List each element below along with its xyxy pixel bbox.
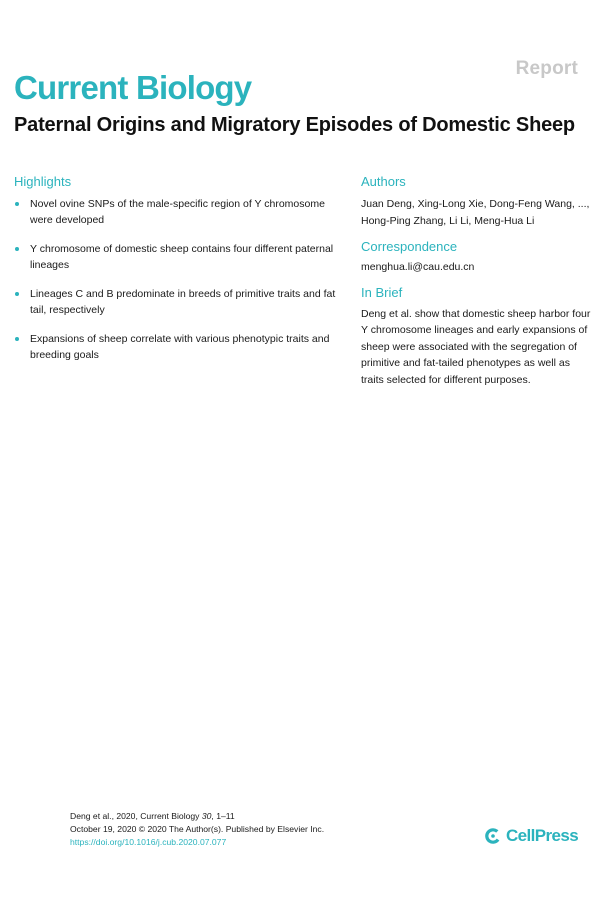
cellpress-logo	[484, 826, 578, 846]
citation-pages: , 1–11	[211, 811, 235, 821]
highlight-text: Novel ovine SNPs of the male-specific region of Y chromosome were developed	[30, 198, 325, 226]
highlights-list	[14, 196, 344, 363]
highlight-text: Expansions of sheep correlate with various phenotypic traits and breeding goals	[30, 333, 330, 361]
correspondence-block	[361, 239, 591, 275]
highlight-item	[14, 196, 344, 228]
publication-date: October 19, 2020 © 2020 The Author(s). Published by Elsevier Inc.	[70, 824, 325, 834]
bullet-icon	[15, 337, 19, 341]
journal-title: Current Biology	[14, 69, 252, 106]
citation-footer	[70, 810, 430, 849]
highlight-text: Lineages C and B predominate in breeds of primitive traits and fat tail, respectively	[30, 288, 336, 316]
authors-block	[361, 174, 591, 229]
cellpress-wordmark: CellPress	[506, 826, 579, 845]
summary-sidebar	[361, 174, 591, 398]
highlight-text: Y chromosome of domestic sheep contains four different paternal lineages	[30, 243, 334, 271]
correspondence-email[interactable]: menghua.li@cau.edu.cn	[361, 261, 475, 273]
bullet-icon	[15, 292, 19, 296]
bullet-icon	[15, 247, 19, 251]
highlights-section	[14, 174, 344, 376]
authors-list: Juan Deng, Xing-Long Xie, Dong-Feng Wang, ..., Hong-Ping Zhang, Li Li, Meng-Hua Li	[361, 198, 590, 227]
report-label: Report	[515, 58, 578, 79]
doi-link[interactable]: https://doi.org/10.1016/j.cub.2020.07.077	[70, 837, 227, 847]
in-brief-text: Deng et al. show that domestic sheep harbor four Y chromosome lineages and early expansions of sheep were associated with the segregation of primitive and fat-tailed phenotypes as well as traits selected for different purposes.	[361, 308, 591, 386]
highlight-item	[14, 241, 344, 273]
in-brief-heading: In Brief	[361, 285, 403, 300]
highlights-heading: Highlights	[14, 174, 72, 189]
highlight-item	[14, 331, 344, 363]
article-title: Paternal Origins and Migratory Episodes of Domestic Sheep	[14, 114, 575, 136]
bullet-icon	[15, 202, 19, 206]
highlight-item	[14, 286, 344, 318]
in-brief-block	[361, 285, 591, 388]
citation-prefix: Deng et al., 2020, Current Biology	[70, 811, 202, 821]
correspondence-heading: Correspondence	[361, 239, 458, 254]
authors-heading: Authors	[361, 174, 406, 189]
citation-line	[70, 810, 430, 823]
cellpress-icon	[484, 827, 502, 845]
citation-volume: 30	[201, 811, 212, 821]
